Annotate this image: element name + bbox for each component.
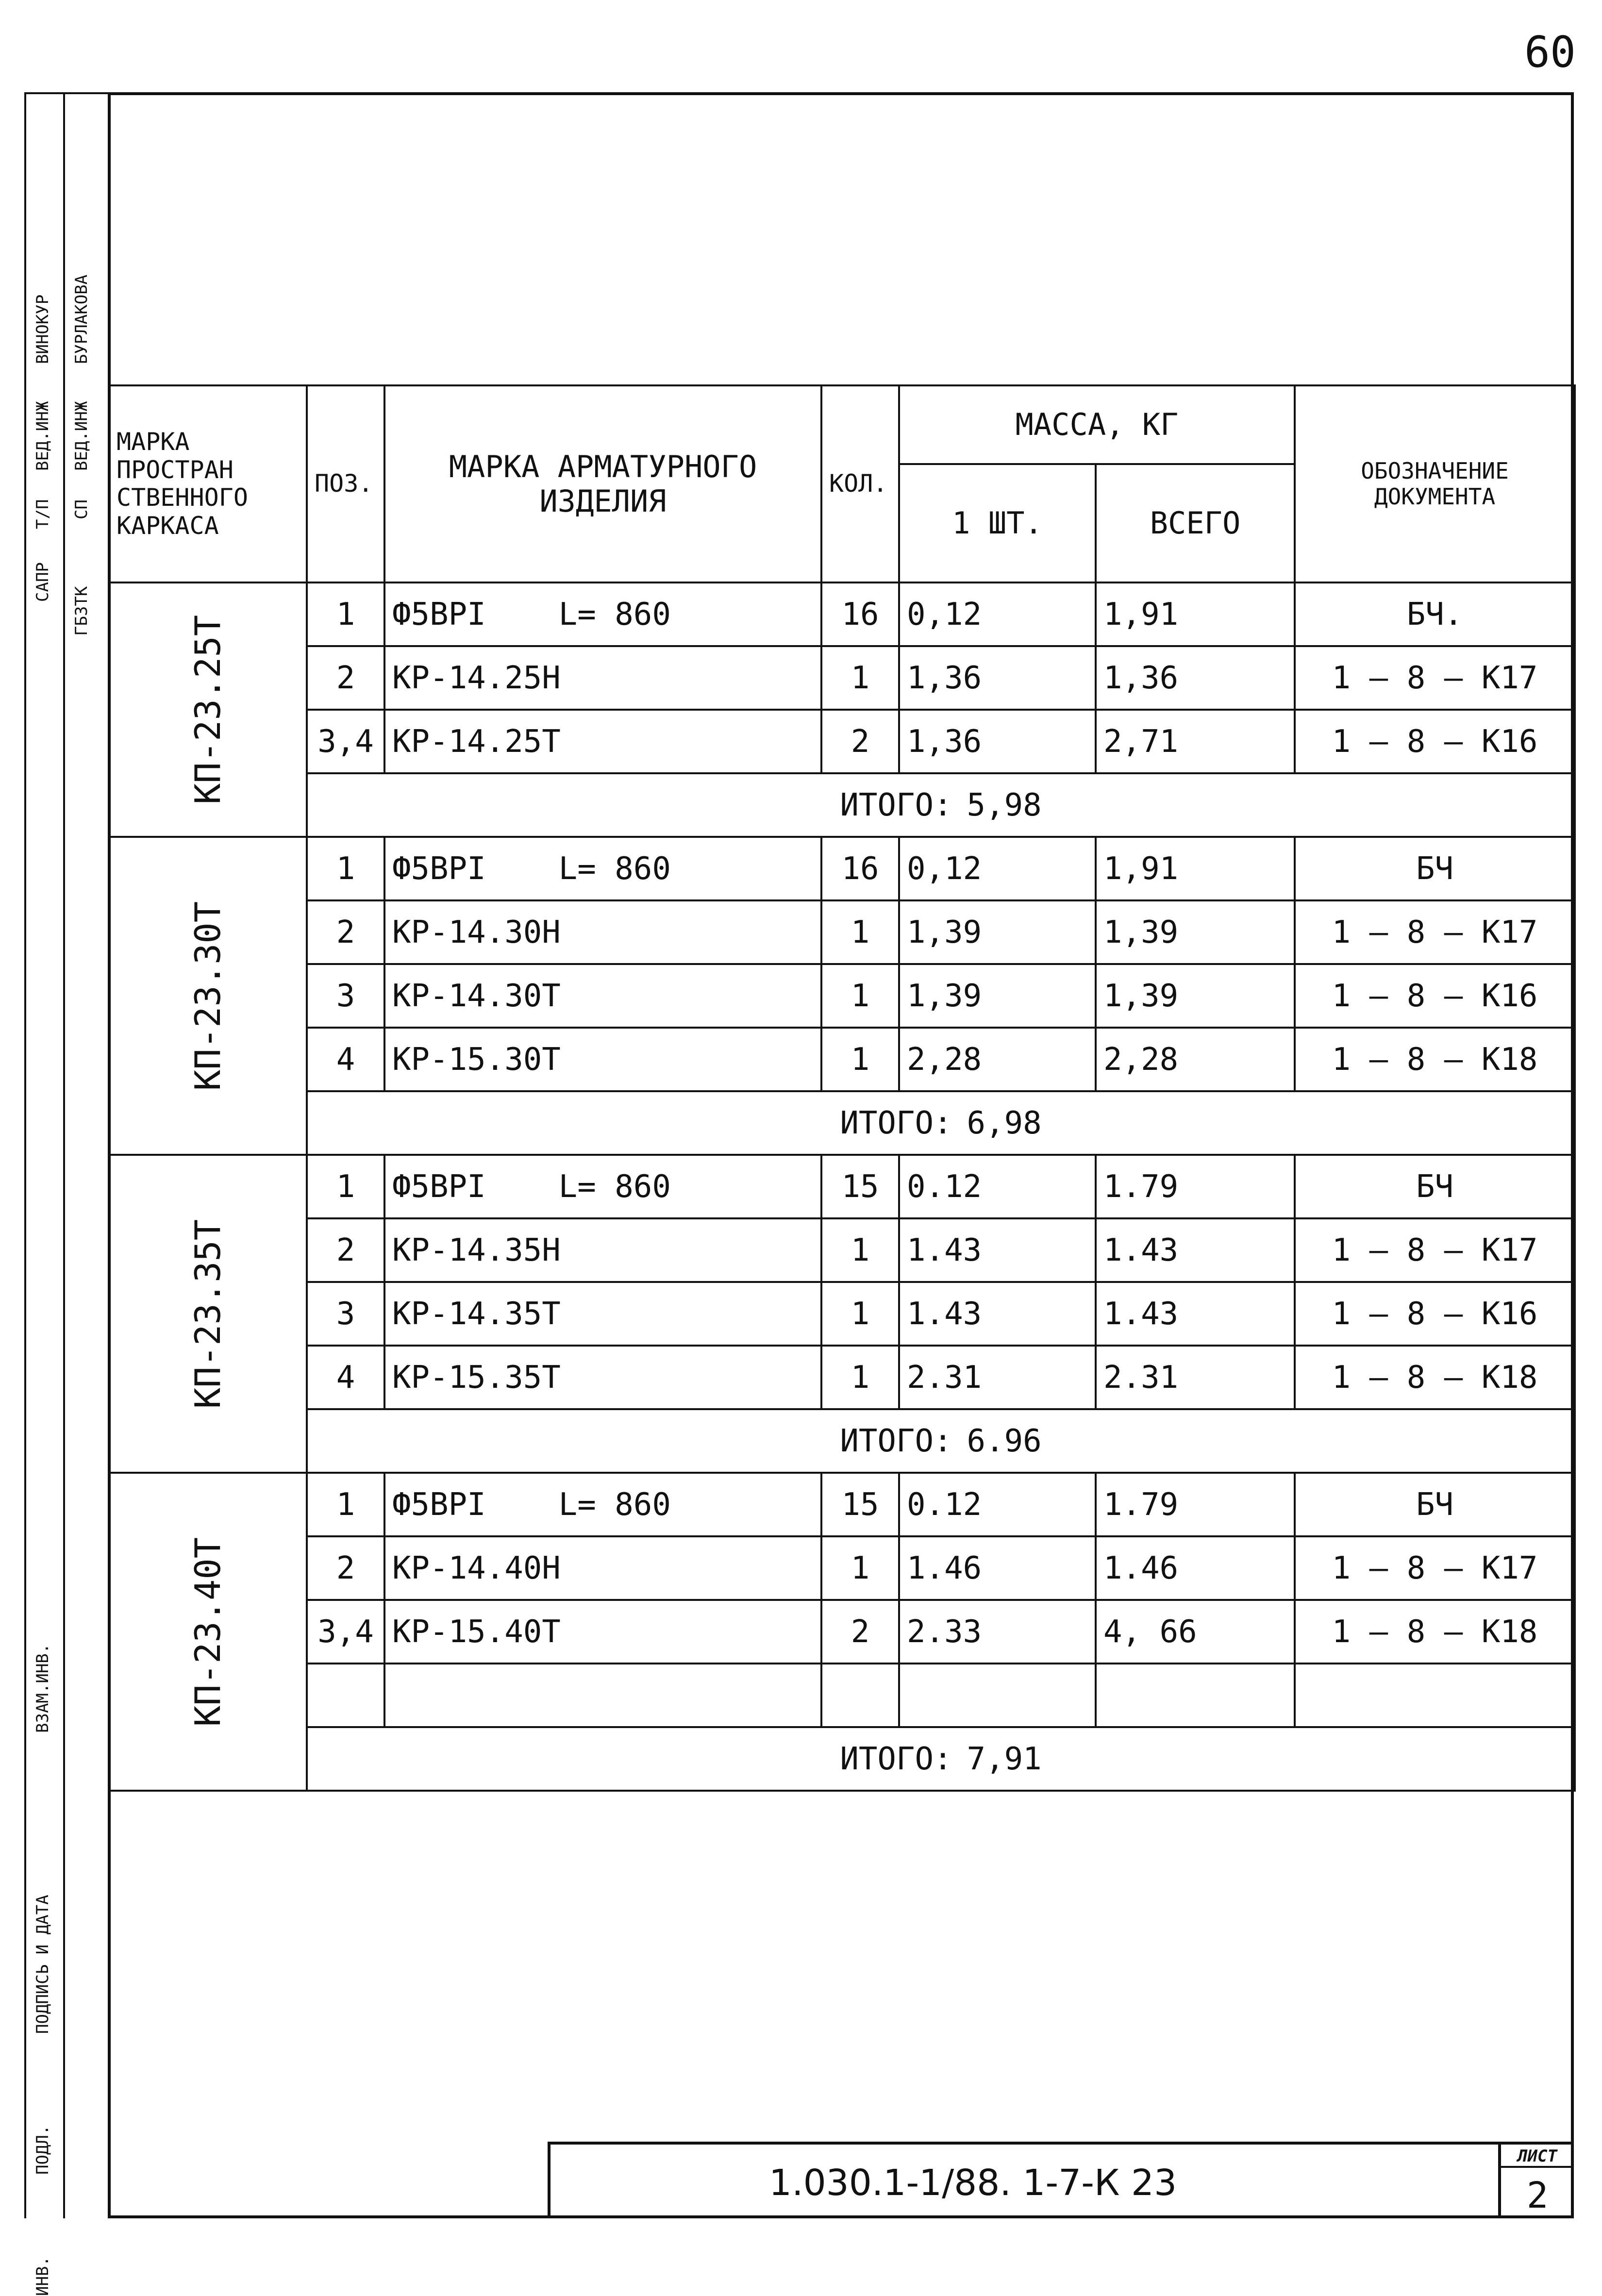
table-row [109, 1218, 1575, 1282]
title-block [548, 2142, 1574, 2218]
item-mark-cell [384, 964, 821, 1028]
position-cell: 3,4 [307, 1600, 384, 1664]
unit-mass-cell: 2.33 [899, 1600, 1096, 1664]
document-cell: 1 – 8 — К17 [1295, 646, 1575, 710]
position-cell [307, 1664, 384, 1727]
unit-mass-cell: 0.12 [899, 1473, 1096, 1536]
item-mark-cell [384, 900, 821, 964]
total-mass-cell: 1,36 [1096, 646, 1295, 710]
total-mass-cell: 2,28 [1096, 1028, 1295, 1091]
total-mass-cell: 4, 66 [1096, 1600, 1295, 1664]
total-mass-cell: 1,39 [1096, 900, 1295, 964]
document-cell: 1 – 8 — К18 [1295, 1600, 1575, 1664]
item-mark-cell [384, 1473, 821, 1536]
position-cell: 2 [307, 1536, 384, 1600]
frame-mark-cell [109, 837, 307, 1155]
header-frame-mark: МАРКА ПРОСТРАН СТВЕННОГО КАРКАСА [109, 385, 307, 582]
quantity-cell: 2 [821, 1600, 899, 1664]
sheet-label: ЛИСТ [1501, 2146, 1574, 2168]
item-mark: Ф5ВРI [392, 1168, 486, 1205]
document-cell: БЧ [1295, 837, 1575, 900]
item-length: L= 860 [558, 1486, 671, 1523]
table-row [109, 837, 1575, 900]
group-total [307, 1091, 1575, 1155]
unit-mass-cell: 0.12 [899, 1155, 1096, 1218]
quantity-cell: 15 [821, 1473, 899, 1536]
item-mark: КР-14.35Н [392, 1232, 561, 1268]
item-mark-cell [384, 646, 821, 710]
specification-table [108, 384, 1576, 1792]
header-pos: ПОЗ. [307, 385, 384, 582]
item-mark: Ф5ВРI [392, 596, 486, 632]
total-row [109, 773, 1575, 837]
item-length: L= 860 [558, 596, 671, 632]
item-mark: Ф5ВРI [392, 1486, 486, 1523]
document-cell: 1 – 8 — К16 [1295, 964, 1575, 1028]
frame-mark: КП-23.35Т [187, 1219, 228, 1409]
document-cell: 1 – 8 — К16 [1295, 710, 1575, 773]
item-mark-cell [384, 582, 821, 646]
table-row [109, 900, 1575, 964]
item-mark-cell [384, 1346, 821, 1409]
unit-mass-cell: 0,12 [899, 837, 1096, 900]
total-row [109, 1091, 1575, 1155]
header-item-mark: МАРКА АРМАТУРНОГО ИЗДЕЛИЯ [384, 385, 821, 582]
total-mass-cell [1096, 1664, 1295, 1727]
quantity-cell: 16 [821, 582, 899, 646]
total-mass-cell: 1,39 [1096, 964, 1295, 1028]
sheet-number: 2 [1526, 2175, 1549, 2216]
total-mass-cell: 1.43 [1096, 1218, 1295, 1282]
group-total [307, 773, 1575, 837]
frame-mark-cell [109, 1155, 307, 1473]
total-mass-cell: 1.43 [1096, 1282, 1295, 1346]
item-mark: КР-14.35Т [392, 1296, 561, 1332]
item-mark-cell [384, 1664, 821, 1727]
stamp-name: СП [72, 499, 91, 519]
table-row [109, 710, 1575, 773]
total-row [109, 1727, 1575, 1791]
item-mark: Ф5ВРI [392, 850, 486, 887]
quantity-cell: 1 [821, 1218, 899, 1282]
total-value: 7,91 [967, 1741, 1042, 1777]
position-cell: 1 [307, 837, 384, 900]
table-row [109, 582, 1575, 646]
quantity-cell: 1 [821, 1536, 899, 1600]
group-total [307, 1727, 1575, 1791]
document-cell: 1 – 8 — К17 [1295, 1536, 1575, 1600]
group-total [307, 1409, 1575, 1473]
total-label: ИТОГО: [840, 1105, 952, 1141]
document-cell: 1 – 8 — К17 [1295, 1218, 1575, 1282]
item-mark-cell [384, 1282, 821, 1346]
item-mark: КР-15.35Т [392, 1359, 561, 1396]
table-row [109, 1664, 1575, 1727]
position-cell: 2 [307, 646, 384, 710]
table-row [109, 1282, 1575, 1346]
unit-mass-cell: 2,28 [899, 1028, 1096, 1091]
header-mass-unit: 1 ШТ. [899, 464, 1096, 582]
quantity-cell: 15 [821, 1155, 899, 1218]
document-cell: БЧ [1295, 1473, 1575, 1536]
total-mass-cell: 1,91 [1096, 837, 1295, 900]
document-cell: 1 – 8 — К18 [1295, 1028, 1575, 1091]
stamp-lower-label: ПОДЛ. [33, 2125, 52, 2175]
quantity-cell: 1 [821, 646, 899, 710]
header-mass: МАССА, КГ [899, 385, 1295, 464]
total-mass-cell: 2.31 [1096, 1346, 1295, 1409]
stamp-name: БУРЛАКОВА [72, 274, 91, 364]
item-mark-cell [384, 837, 821, 900]
stamp-role: ВИНОКУР [33, 294, 52, 364]
position-cell: 1 [307, 1155, 384, 1218]
document-cell: 1 – 8 — К18 [1295, 1346, 1575, 1409]
unit-mass-cell: 1.46 [899, 1536, 1096, 1600]
item-length: L= 860 [558, 850, 671, 887]
total-mass-cell: 1.79 [1096, 1473, 1295, 1536]
item-mark-cell [384, 1536, 821, 1600]
total-value: 6,98 [967, 1105, 1042, 1141]
item-mark: КР-14.25Т [392, 723, 561, 760]
sheet-box [1498, 2145, 1574, 2218]
quantity-cell: 1 [821, 1346, 899, 1409]
document-cell: БЧ [1295, 1155, 1575, 1218]
unit-mass-cell: 1.43 [899, 1218, 1096, 1282]
stamp-lower-label: ИНВ. [33, 2256, 52, 2296]
item-mark: КР-14.40Н [392, 1550, 561, 1586]
item-mark: КР-15.40Т [392, 1614, 561, 1650]
document-cell: 1 – 8 — К17 [1295, 900, 1575, 964]
frame-mark-cell [109, 1473, 307, 1791]
quantity-cell: 16 [821, 837, 899, 900]
position-cell: 1 [307, 1473, 384, 1536]
table-row [109, 646, 1575, 710]
quantity-cell [821, 1664, 899, 1727]
total-value: 5,98 [967, 787, 1042, 823]
total-mass-cell: 1.46 [1096, 1536, 1295, 1600]
stamp-role: Т/П [33, 499, 52, 529]
item-mark-cell [384, 710, 821, 773]
stamp-lower-label: ПОДПИСЬ И ДАТА [33, 1895, 52, 2034]
item-mark-cell [384, 1155, 821, 1218]
side-stamp [24, 92, 108, 2296]
item-length: L= 860 [558, 1168, 671, 1205]
unit-mass-cell: 1,36 [899, 710, 1096, 773]
position-cell: 2 [307, 1218, 384, 1282]
total-label: ИТОГО: [840, 1741, 952, 1777]
frame-mark-cell [109, 582, 307, 837]
position-cell: 3,4 [307, 710, 384, 773]
quantity-cell: 2 [821, 710, 899, 773]
total-label: ИТОГО: [840, 1423, 952, 1459]
specification-body [109, 582, 1575, 1791]
total-label: ИТОГО: [840, 787, 952, 823]
position-cell: 3 [307, 964, 384, 1028]
unit-mass-cell: 1,39 [899, 964, 1096, 1028]
item-mark: КР-14.25Н [392, 660, 561, 696]
stamp-name: ВЕД.ИНЖ [72, 401, 91, 471]
quantity-cell: 1 [821, 1282, 899, 1346]
item-mark-cell [384, 1028, 821, 1091]
unit-mass-cell: 1,36 [899, 646, 1096, 710]
table-row [109, 1536, 1575, 1600]
stamp-role: САПР [33, 562, 52, 602]
total-mass-cell: 1,91 [1096, 582, 1295, 646]
stamp-lower-label: ВЗАМ.ИНВ. [33, 1643, 52, 1733]
stamp-name: ГБЗТК [72, 586, 91, 636]
item-mark: КР-14.30Н [392, 914, 561, 950]
page-number: 60 [1524, 27, 1576, 77]
document-cell [1295, 1664, 1575, 1727]
table-row [109, 1028, 1575, 1091]
frame-mark: КП-23.40Т [187, 1537, 228, 1727]
item-mark-cell [384, 1600, 821, 1664]
item-mark: КР-15.30Т [392, 1041, 561, 1078]
total-value: 6.96 [967, 1423, 1042, 1459]
position-cell: 2 [307, 900, 384, 964]
document-cell: БЧ. [1295, 582, 1575, 646]
document-code: 1.030.1-1/88. 1-7-К 23 [769, 2162, 1177, 2204]
position-cell: 3 [307, 1282, 384, 1346]
position-cell: 1 [307, 582, 384, 646]
header-qty: КОЛ. [821, 385, 899, 582]
position-cell: 4 [307, 1028, 384, 1091]
quantity-cell: 1 [821, 1028, 899, 1091]
total-mass-cell: 1.79 [1096, 1155, 1295, 1218]
stamp-role: ВЕД.ИНЖ [33, 401, 52, 471]
quantity-cell: 1 [821, 964, 899, 1028]
item-mark-cell [384, 1218, 821, 1282]
unit-mass-cell: 0,12 [899, 582, 1096, 646]
total-mass-cell: 2,71 [1096, 710, 1295, 773]
unit-mass-cell: 1,39 [899, 900, 1096, 964]
unit-mass-cell [899, 1664, 1096, 1727]
total-row [109, 1409, 1575, 1473]
position-cell: 4 [307, 1346, 384, 1409]
table-row [109, 1473, 1575, 1536]
unit-mass-cell: 1.43 [899, 1282, 1096, 1346]
header-mass-total: ВСЕГО [1096, 464, 1295, 582]
table-row [109, 1600, 1575, 1664]
quantity-cell: 1 [821, 900, 899, 964]
table-row [109, 1346, 1575, 1409]
header-doc: ОБОЗНАЧЕНИЕ ДОКУМЕНТА [1295, 385, 1575, 582]
unit-mass-cell: 2.31 [899, 1346, 1096, 1409]
item-mark: КР-14.30Т [392, 978, 561, 1014]
document-cell: 1 – 8 — К16 [1295, 1282, 1575, 1346]
table-row [109, 1155, 1575, 1218]
frame-mark: КП-23.25Т [187, 615, 228, 805]
table-row [109, 964, 1575, 1028]
frame-mark: КП-23.30Т [187, 901, 228, 1091]
